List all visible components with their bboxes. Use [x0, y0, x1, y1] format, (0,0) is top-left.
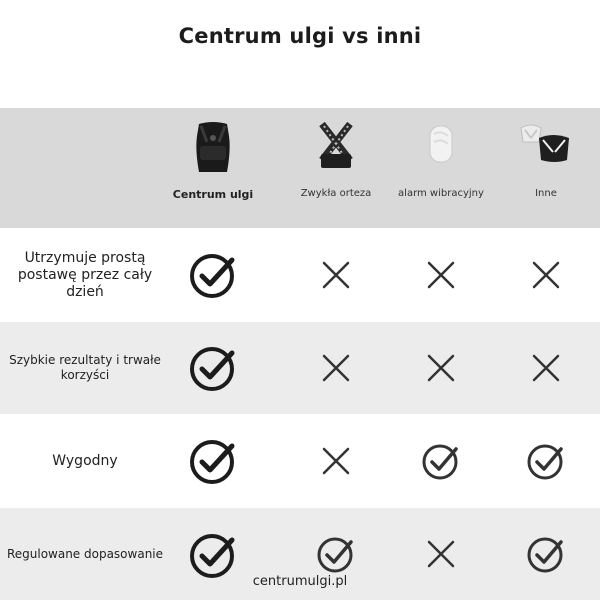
vibration-sensor-icon	[424, 120, 458, 168]
product-label: Inne	[535, 188, 557, 199]
posture-brace-black-icon	[191, 120, 235, 176]
check-icon-bold	[163, 322, 263, 414]
product-label: Zwykła orteza	[300, 188, 372, 199]
product-column-alarm-wibracyjny	[391, 108, 491, 228]
feature-label: Utrzymuje prostą postawę przez cały dzień	[17, 249, 153, 300]
product-label: alarm wibracyjny	[398, 188, 484, 199]
cross-strap-brace-icon	[316, 120, 356, 172]
generic-braces-icon	[517, 120, 575, 168]
product-column-inne	[496, 108, 596, 228]
comparison-header	[0, 108, 600, 228]
check-icon	[496, 415, 596, 507]
cross-icon	[286, 229, 386, 321]
check-icon	[391, 415, 491, 507]
cross-icon	[286, 415, 386, 507]
cross-icon	[391, 229, 491, 321]
comparison-row	[0, 229, 600, 321]
page-title: Centrum ulgi vs inni	[178, 24, 422, 48]
cross-icon	[496, 322, 596, 414]
check-icon-bold	[163, 415, 263, 507]
comparison-row	[0, 322, 600, 414]
feature-label: Wygodny	[52, 453, 118, 469]
cross-icon	[391, 322, 491, 414]
feature-label: Regulowane dopasowanie	[6, 547, 164, 561]
product-column-zwykla-orteza	[286, 108, 386, 228]
check-icon-bold	[163, 229, 263, 321]
product-label: Centrum ulgi	[172, 188, 254, 201]
comparison-row	[0, 415, 600, 507]
feature-label: Szybkie rezultaty i trwałe korzyści	[9, 353, 161, 382]
product-column-centrum-ulgi	[163, 108, 263, 228]
footer-website: centrumulgi.pl	[252, 574, 348, 589]
cross-icon	[286, 322, 386, 414]
cross-icon	[496, 229, 596, 321]
